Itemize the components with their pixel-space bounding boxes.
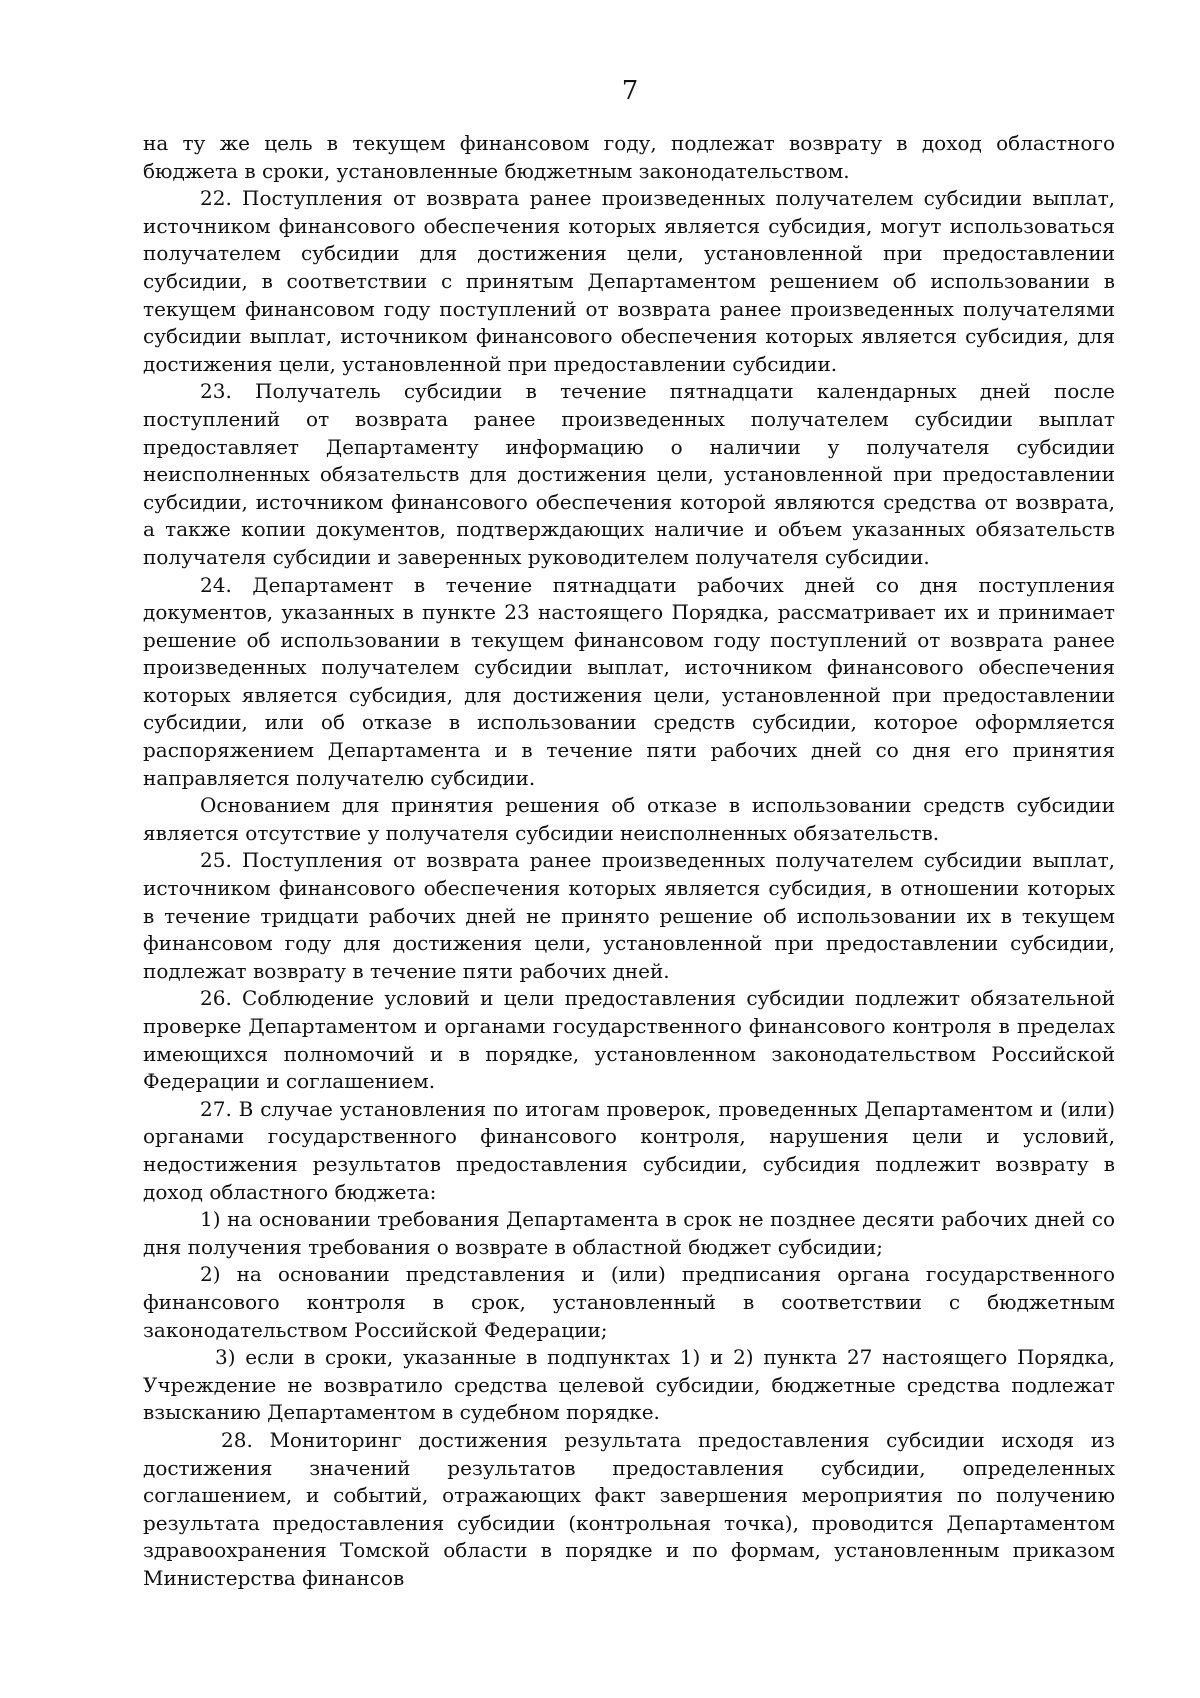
paragraph-27: 27. В случае установления по итогам проверок, проведенных Департаментом и (или) органами государственного финансового контроля, нарушения цели и условий, недостижения результатов предоставления субсидии, субсидия подлежит возврату в доход областного бюджета: — [143, 1096, 1115, 1204]
page-number: 7 — [621, 76, 639, 106]
paragraph-25: 25. Поступления от возврата ранее произведенных получателем субсидии выплат, источником финансового обеспечения которых является субсидия, в отношении которых в течение тридцати рабочих дней не принято решение об использовании их в текущем финансовом году для достижения цели, установленной при предоставлении субсидии, подлежат возврату в течение пяти рабочих дней. — [143, 848, 1115, 983]
paragraph-24-refusal-basis: Основанием для принятия решения об отказе в использовании средств субсидии является отсутствие у получателя субсидии неисполненных обязательств. — [143, 793, 1115, 845]
paragraph-26: 26. Соблюдение условий и цели предоставления субсидии подлежит обязательной проверке Департаментом и органами государственного финансового контроля в пределах имеющихся полномочий и в порядке, установленном законодательством Российской Федерации и соглашением. — [143, 986, 1115, 1094]
paragraph-22: 22. Поступления от возврата ранее произведенных получателем субсидии выплат, источником финансового обеспечения которых является субсидия, могут использоваться получателем субсидии для достижения цели, установленной при предоставлении субсидии, в соответствии с принятым Департаментом решением об использовании в текущем финансовом году поступлений от возврата ранее произведенных получателями субсидии выплат, источником финансового обеспечения которых является субсидия, для достижения цели, установленной при предоставлении субсидии. — [143, 186, 1115, 376]
paragraph-continuation: на ту же цель в текущем финансовом году, подлежат возврату в доход областного бюджета в сроки, установленные бюджетным законодательством. — [143, 131, 1115, 183]
paragraph-27-item-1: 1) на основании требования Департамента в срок не позднее десяти рабочих дней со дня получения требования о возврате в областной бюджет субсидии; — [143, 1207, 1115, 1259]
document-body — [143, 130, 1115, 1592]
paragraph-27-item-3: 3) если в сроки, указанные в подпунктах 1) и 2) пункта 27 настоящего Порядка, Учреждение не возвратило средства целевой субсидии, бюджетные средства подлежат взысканию Департаментом в судебном порядке. — [143, 1345, 1115, 1425]
paragraph-28: 28. Мониторинг достижения результата предоставления субсидии исходя из достижения значений результатов предоставления субсидии, определенных соглашением, и событий, отражающих факт завершения мероприятия по получению результата предоставления субсидии (контрольная точка), проводится Департаментом здравоохранения Томской области в порядке и по формам, установленным приказом Министерства финансов — [143, 1427, 1115, 1590]
paragraph-27-item-2: 2) на основании представления и (или) предписания органа государственного финансового контроля в срок, установленный в соответствии с бюджетным законодательством Российской Федерации; — [143, 1262, 1115, 1342]
paragraph-23: 23. Получатель субсидии в течение пятнадцати календарных дней после поступлений от возврата ранее произведенных получателем субсидии выплат предоставляет Департаменту информацию о наличии у получателя субсидии неисполненных обязательств для достижения цели, установленной при предоставлении субсидии, источником финансового обеспечения которой являются средства от возврата, а также копии документов, подтверждающих наличие и объем указанных обязательств получателя субсидии и заверенных руководителем получателя субсидии. — [143, 379, 1115, 569]
paragraph-24: 24. Департамент в течение пятнадцати рабочих дней со дня поступления документов, указанных в пункте 23 настоящего Порядка, рассматривает их и принимает решение об использовании в текущем финансовом году поступлений от возврата ранее произведенных получателем субсидии выплат, источником финансового обеспечения которых является субсидия, для достижения цели, установленной при предоставлении субсидии, или об отказе в использовании средств субсидии, которое оформляется распоряжением Департамента и в течение пяти рабочих дней со дня его принятия направляется получателю субсидии. — [143, 572, 1115, 790]
